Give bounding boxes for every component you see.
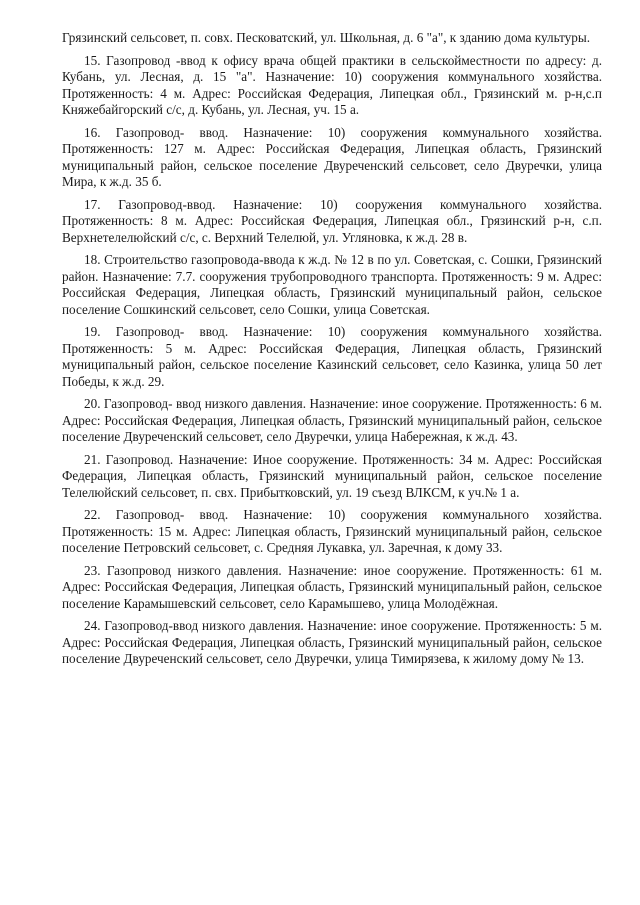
paragraph-item-16: 16. Газопровод- ввод. Назначение: 10) сооружения коммунального хозяйства. Протяженность: 127 м. Адрес: Российская Федерация, Липецкая область, Грязинский муниципальный район, сельское поселение Двуреченский сельсовет, село Двуречки, улица Мира, к ж.д. 35 б. [62, 124, 602, 189]
paragraph-item-22: 22. Газопровод- ввод. Назначение: 10) сооружения коммунального хозяйства. Протяженность: 15 м. Адрес: Липецкая область, Грязинский муниципальный район, сельское поселение Петровский сельсовет, с. Средняя Лукавка, ул. Заречная, к дому 33. [62, 507, 602, 555]
paragraph-item-19: 19. Газопровод- ввод. Назначение: 10) сооружения коммунального хозяйства. Протяженность: 5 м. Адрес: Российская Федерация, Липецкая область, Грязинский муниципальный район, сельское поселение Казинский сельсовет, село Казинка, улица 50 лет Победы, к ж.д. 29. [62, 324, 602, 389]
paragraph-item-24: 24. Газопровод-ввод низкого давления. Назначение: иное сооружение. Протяженность: 5 м. Адрес: Российская Федерация, Липецкая область, Грязинский муниципальный район, сельское поселение Двуреченский сельсовет, село Двуречки, улица Тимирязева, к жилому дому № 13. [62, 618, 602, 666]
document-page [62, 30, 602, 674]
paragraph-item-23: 23. Газопровод низкого давления. Назначение: иное сооружение. Протяженность: 61 м. Адрес: Российская Федерация, Липецкая область, Грязинский муниципальный район, сельское поселение Карамышевский сельсовет, село Карамышево, улица Молодёжная. [62, 562, 602, 611]
paragraph-continuation: Грязинский сельсовет, п. совх. Песковатский, ул. Школьная, д. 6 "а", к зданию дома культуры. [62, 30, 591, 45]
paragraph-item-15: 15. Газопровод -ввод к офису врача общей практики в сельскойместности по адресу: д. Кубань, ул. Лесная, д. 15 "а". Назначение: 10) сооружения коммунального хозяйства. Протяженность: 4 м. Адрес: Российская Федерация, Липецкая обл., Грязинский м. р-н,с.п Княжебайгорский с/с, д. Кубань, ул. Лесная, уч. 15 а. [62, 52, 602, 117]
paragraph-item-20: 20. Газопровод- ввод низкого давления. Назначение: иное сооружение. Протяженность: 6 м. Адрес: Российская Федерация, Липецкая область, Грязинский муниципальный район, сельское поселение Двуреченский сельсовет, село Двуречки, улица Набережная, к ж.д. 43. [62, 396, 602, 444]
paragraph-item-21: 21. Газопровод. Назначение: Иное сооружение. Протяженность: 34 м. Адрес: Российская Федерация, Липецкая область, Грязинский муниципальный район, сельское поселение Телелюйский сельсовет, п. свх. Прибытковский, ул. 19 съезд ВЛКСМ, к уч.№ 1 а. [62, 451, 602, 500]
paragraph-item-17: 17. Газопровод-ввод. Назначение: 10) сооружения коммунального хозяйства. Протяженность: 8 м. Адрес: Российская Федерация, Липецкая обл., Грязинский р-н, с.п. Верхнетелелюйский с/с, с. Верхний Телелюй, ул. Угляновка, к ж.д. 28 в. [62, 196, 602, 245]
paragraph-item-18: 18. Строительство газопровода-ввода к ж.д. № 12 в по ул. Советская, с. Сошки, Грязинский район. Назначение: 7.7. сооружения трубопроводного транспорта. Протяженность: 9 м. Адрес: Российская Федерация, Липецкая область, Грязинский муниципальный район, сельское поселение Сошкинский сельсовет, село Сошки, улица Советская. [62, 252, 602, 317]
